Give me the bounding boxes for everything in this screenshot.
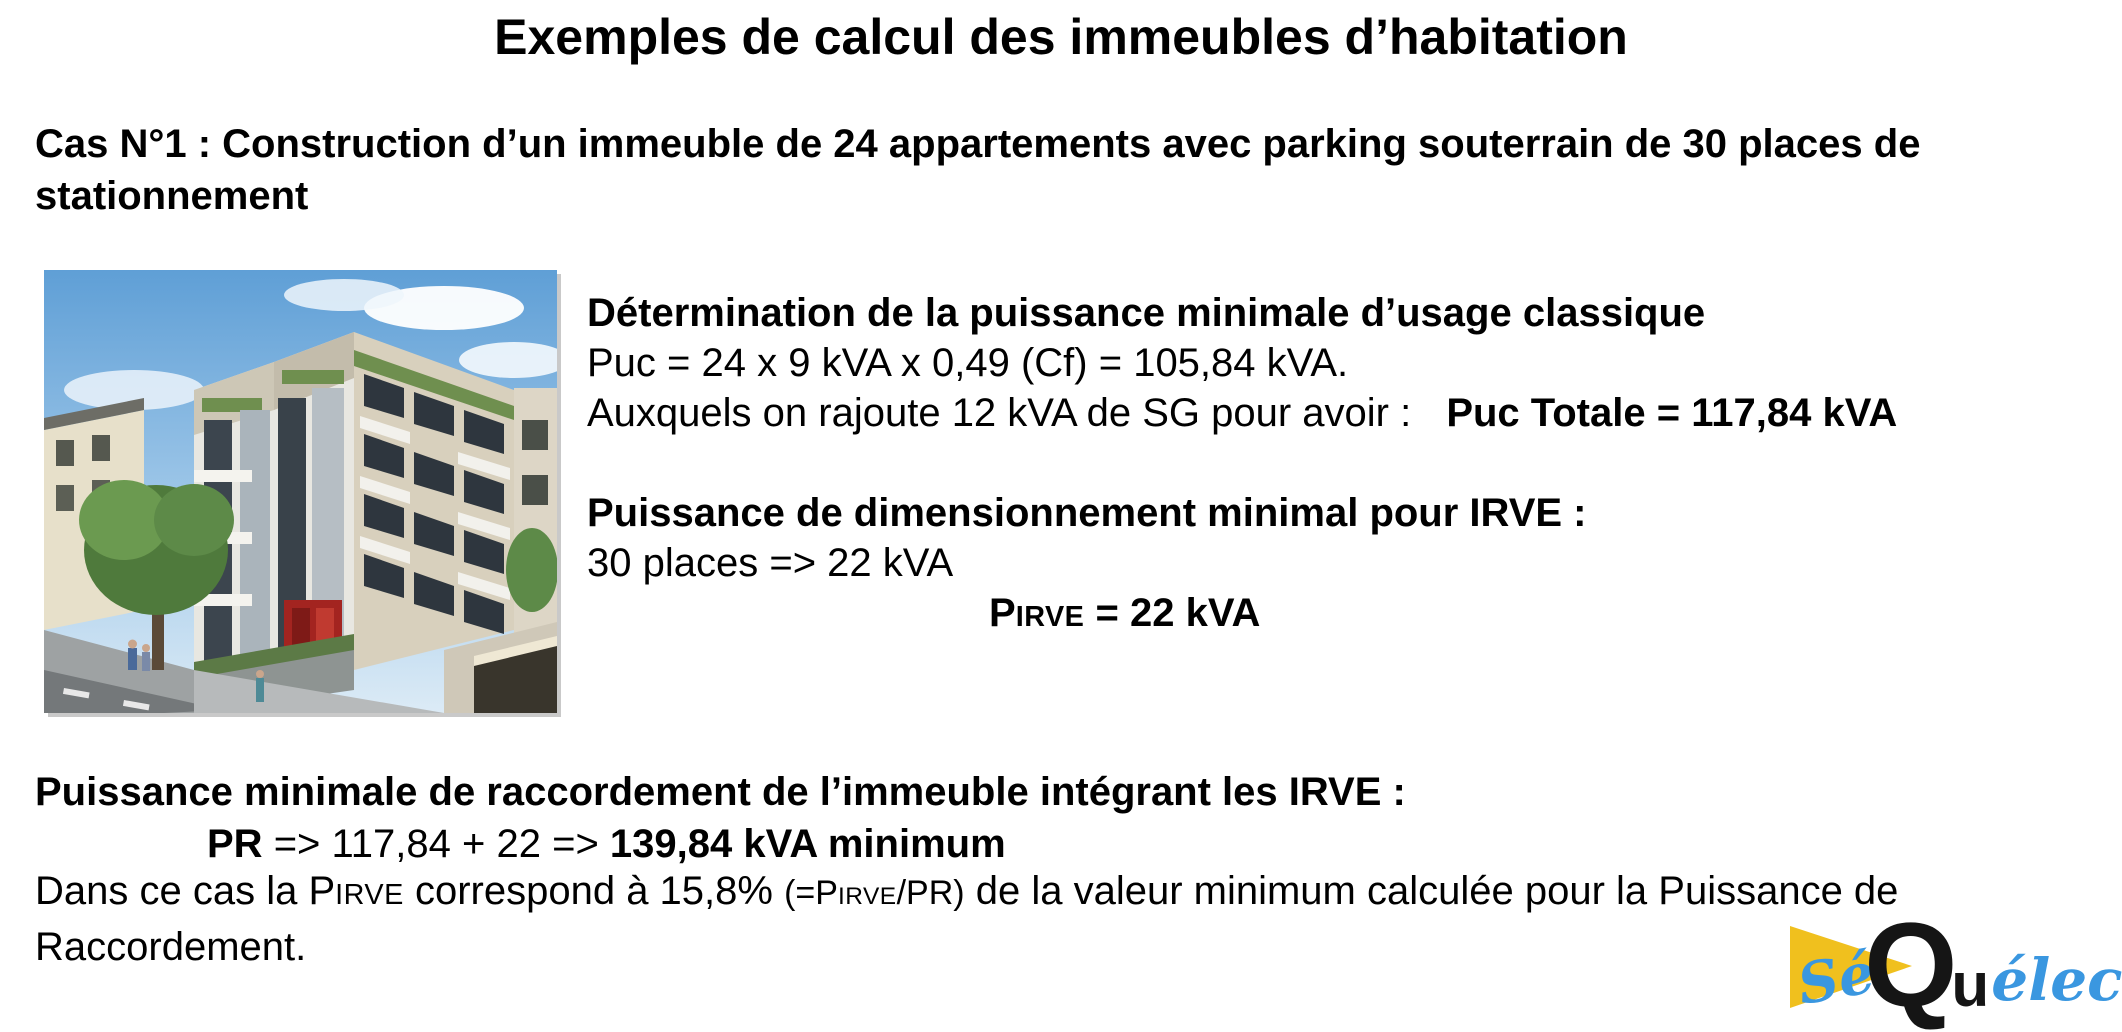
sg-prefix: Auxquels on rajoute 12 kVA de SG pour avoir : (587, 391, 1423, 435)
pr-label: PR (207, 822, 263, 866)
paren-open: (=P (784, 874, 838, 912)
conclusion-part2: correspond à 15,8% (403, 869, 785, 913)
building-photo-image (44, 270, 557, 713)
paren-close: /PR) (896, 874, 965, 912)
logo-text (1786, 898, 2122, 1032)
paren-sub: IRVE (837, 883, 897, 910)
page-title: Exemples de calcul des immeubles d’habitation (494, 9, 1628, 65)
raccordement-title: Puissance minimale de raccordement de l’immeuble intégrant les IRVE : (35, 770, 1406, 814)
case-heading (35, 118, 1920, 222)
spacer (587, 438, 2117, 488)
irve-places-line: 30 places => 22 kVA (587, 541, 954, 585)
pr-result: 139,84 kVA minimum (609, 822, 1006, 866)
logo-se: Sé (1792, 939, 1880, 1019)
pr-mid: => 117,84 + 22 => (262, 822, 610, 866)
conclusion-sub1: IRVE (335, 879, 404, 911)
conclusion-part3: de la valeur minimum calculée pour la Puissance de (964, 869, 1899, 913)
logo-elec: élec (1991, 946, 2122, 1014)
case-heading-line2: stationnement (35, 174, 309, 218)
pirve-sub: IRVE (1015, 601, 1085, 633)
raccordement-section (35, 766, 1406, 870)
conclusion-paren (784, 874, 965, 912)
case-heading-line1: Cas N°1 : Construction d’un immeuble de 24 appartements avec parking souterrain de 30 places de (35, 122, 1921, 166)
pirve-value: = 22 kVA (1084, 591, 1261, 635)
conclusion-part1: Dans ce cas la P (35, 869, 336, 913)
logo-u: u (1951, 951, 1990, 1020)
building-photo (44, 270, 557, 713)
calculation-block (587, 288, 2117, 642)
sequelec-logo (1786, 898, 2122, 1032)
logo-q: Q (1864, 898, 1958, 1032)
pr-result-line (35, 818, 1406, 870)
usage-section-title: Détermination de la puissance minimale d’usage classique (587, 291, 1706, 335)
irve-section-title: Puissance de dimensionnement minimal pour IRVE : (587, 491, 1587, 535)
pirve-p: P (989, 591, 1016, 635)
sg-line (587, 388, 2117, 438)
pirve-result (587, 588, 2117, 642)
puc-totale-result: Puc Totale = 117,84 kVA (1446, 391, 1898, 435)
conclusion-part4: Raccordement. (35, 925, 307, 969)
puc-formula: Puc = 24 x 9 kVA x 0,49 (Cf) = 105,84 kVA. (587, 341, 1349, 385)
